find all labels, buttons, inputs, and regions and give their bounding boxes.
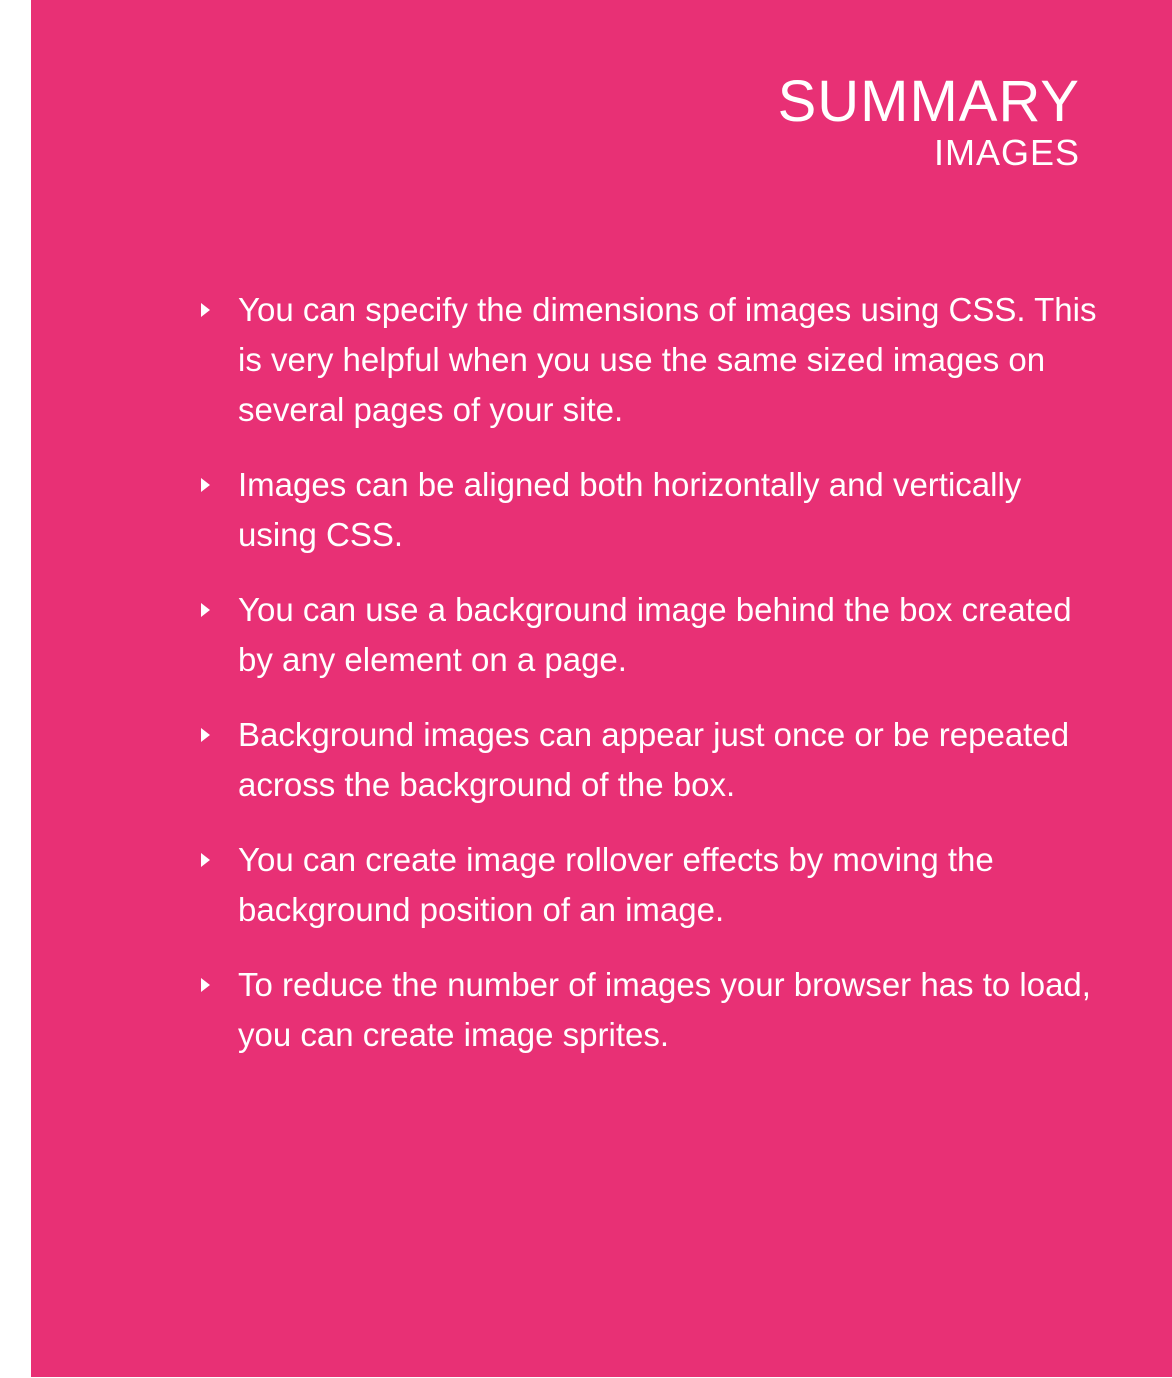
list-item [201, 710, 1101, 810]
list-item-text: You can use a background image behind the box created by any element on a page. [238, 591, 1072, 678]
page-title: SUMMARY [777, 69, 1080, 134]
list-item [201, 285, 1101, 435]
list-item [201, 460, 1101, 560]
triangle-right-icon [201, 603, 210, 617]
page-subtitle: IMAGES [933, 132, 1080, 173]
list-item [201, 960, 1101, 1060]
list-item-text: Background images can appear just once or be repeated across the background of the box. [238, 716, 1070, 803]
triangle-right-icon [201, 853, 210, 867]
list-item-text: Images can be aligned both horizontally and vertically using CSS. [238, 466, 1022, 553]
list-item-text: You can specify the dimensions of images using CSS. This is very helpful when you use the same sized images on several pages of your site. [238, 291, 1097, 428]
list-item-text: To reduce the number of images your browser has to load, you can create image sprites. [238, 966, 1091, 1053]
list-item [201, 835, 1101, 935]
summary-list [201, 285, 1101, 1085]
title-block [778, 70, 1080, 172]
triangle-right-icon [201, 978, 210, 992]
list-item [201, 585, 1101, 685]
list-item-text: You can create image rollover effects by moving the background position of an image. [238, 841, 994, 928]
triangle-right-icon [201, 728, 210, 742]
triangle-right-icon [201, 303, 210, 317]
summary-panel [31, 0, 1172, 1377]
triangle-right-icon [201, 478, 210, 492]
